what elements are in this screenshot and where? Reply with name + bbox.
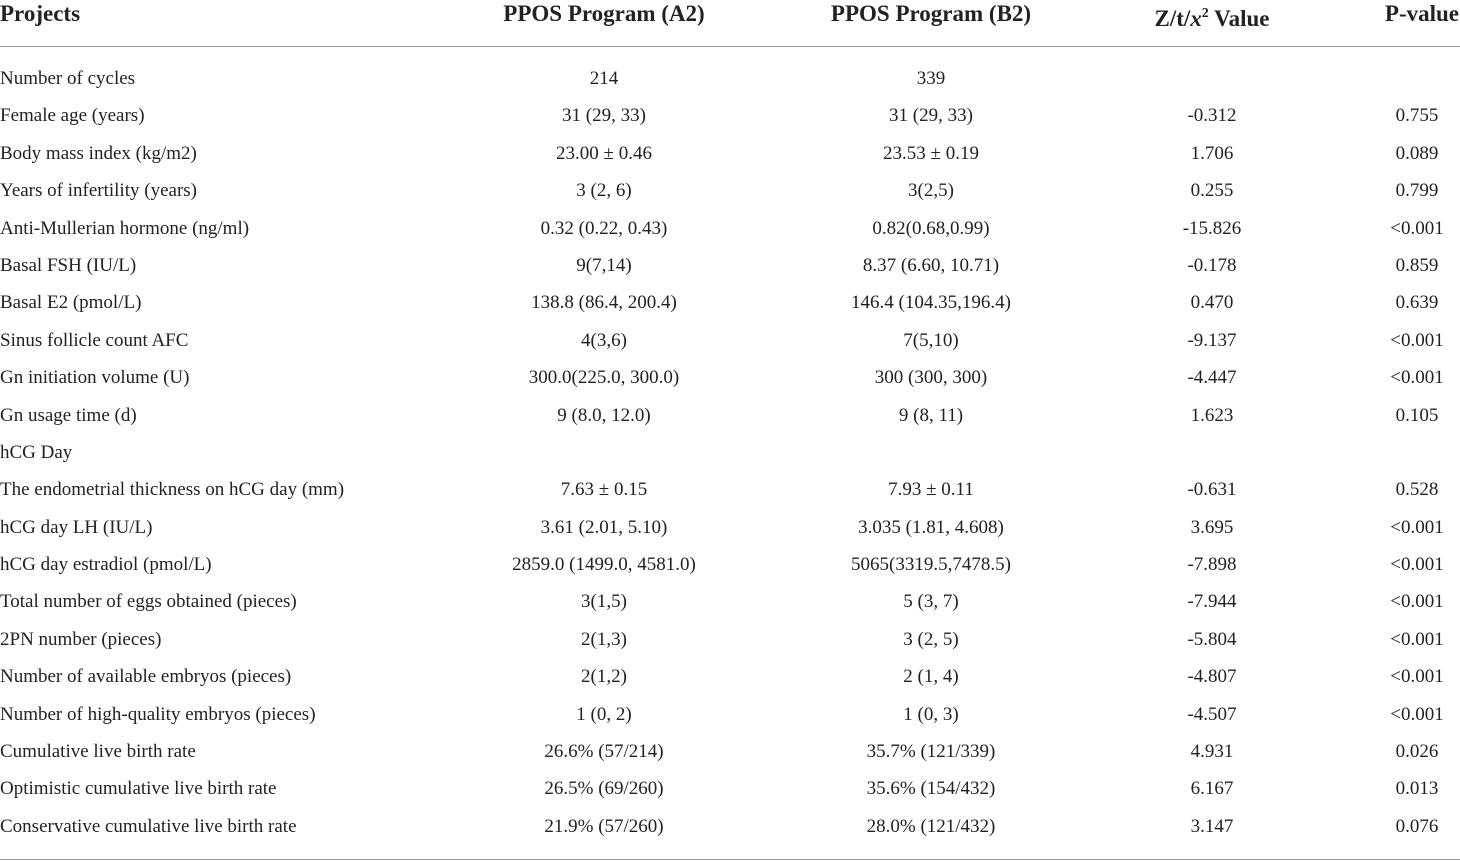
cell-stat: 0.470 (1190, 292, 1234, 314)
cell-label: Female age (years) (0, 105, 145, 127)
table-row (0, 658, 1460, 695)
cell-label: Number of available embryos (pieces) (0, 666, 292, 688)
cell-label: Anti-Mullerian hormone (ng/ml) (0, 217, 250, 239)
cell-p-value: <0.001 (1390, 554, 1444, 576)
table-row (0, 60, 1460, 97)
cell-a2: 3.61 (2.01, 5.10) (540, 516, 668, 538)
table-row (0, 546, 1460, 583)
cell-label: Total number of eggs obtained (pieces) (0, 591, 297, 613)
cell-stat: 3.695 (1190, 516, 1234, 538)
header-projects: Projects (0, 1, 81, 26)
cell-b2: 7(5,10) (903, 329, 959, 351)
cell-p-value: 0.859 (1395, 254, 1439, 276)
header-stat-sup: 2 (1201, 6, 1209, 21)
table-row (0, 770, 1460, 807)
cell-p-value: <0.001 (1390, 217, 1444, 239)
cell-a2: 26.6% (57/214) (544, 741, 664, 763)
table-row (0, 583, 1460, 620)
table-header-row (0, 0, 1460, 30)
header-rule (0, 46, 1460, 47)
cell-p-value: <0.001 (1390, 516, 1444, 538)
cell-stat: -4.507 (1187, 703, 1237, 725)
cell-label: The endometrial thickness on hCG day (mm) (0, 479, 345, 501)
cell-stat: -7.898 (1187, 554, 1237, 576)
cell-p-value: 0.755 (1395, 105, 1439, 127)
cell-a2: 1 (0, 2) (576, 703, 632, 725)
cell-b2: 9 (8, 11) (898, 404, 964, 426)
table-row (0, 210, 1460, 247)
cell-b2: 5065(3319.5,7478.5) (851, 554, 1011, 576)
cell-a2: 2859.0 (1499.0, 4581.0) (512, 554, 696, 576)
cell-p-value: 0.089 (1395, 142, 1439, 164)
cell-label: Sinus follicle count AFC (0, 329, 189, 351)
cell-stat: -15.826 (1182, 217, 1242, 239)
cell-label: Number of cycles (0, 68, 136, 89)
cell-stat: -5.804 (1187, 628, 1237, 650)
cell-p-value: 0.076 (1395, 815, 1439, 837)
cell-a2: 7.63 ± 0.15 (560, 479, 648, 501)
cell-a2: 23.00 ± 0.46 (556, 142, 652, 164)
cell-stat: 4.931 (1190, 741, 1234, 763)
cell-p-value: <0.001 (1390, 666, 1444, 688)
cell-a2: 31 (29, 33) (562, 105, 646, 127)
cell-b2: 0.82(0.68,0.99) (872, 217, 990, 239)
cell-label: Number of high-quality embryos (pieces) (0, 703, 316, 725)
cell-b2: 5 (3, 7) (903, 591, 959, 613)
cell-stat: 1.623 (1190, 404, 1234, 426)
table-row (0, 247, 1460, 284)
cell-stat: 0.255 (1190, 180, 1234, 202)
cell-b2: 300 (300, 300) (874, 367, 988, 389)
header-stat-suffix: Value (1208, 6, 1270, 31)
cell-a2: 9 (8.0, 12.0) (557, 404, 651, 426)
cell-label: Basal E2 (pmol/L) (0, 292, 142, 314)
cell-b2: 35.6% (154/432) (866, 778, 996, 800)
cell-stat: -4.447 (1187, 367, 1237, 389)
cell-label: Conservative cumulative live birth rate (0, 815, 297, 837)
header-stat-x: x (1190, 6, 1202, 31)
cell-label: Cumulative live birth rate (0, 741, 196, 763)
cell-label: Years of infertility (years) (0, 180, 197, 202)
table-row (0, 322, 1460, 359)
cell-p-value: 0.528 (1395, 479, 1439, 501)
table-row (0, 434, 1460, 471)
cell-stat: -4.807 (1187, 666, 1237, 688)
cell-a2: 300.0(225.0, 300.0) (528, 367, 680, 389)
cell-label: hCG day estradiol (pmol/L) (0, 554, 212, 576)
table-row (0, 359, 1460, 396)
cell-a2: 214 (589, 68, 619, 89)
cell-b2: 3 (2, 5) (903, 628, 959, 650)
cell-label: Gn initiation volume (U) (0, 367, 190, 389)
cell-stat: 1.706 (1190, 142, 1234, 164)
cell-a2: 21.9% (57/260) (544, 815, 664, 837)
cell-p-value: <0.001 (1390, 628, 1444, 650)
cell-a2: 3 (2, 6) (576, 180, 632, 202)
cell-stat: -0.631 (1187, 479, 1237, 501)
cell-label: Optimistic cumulative live birth rate (0, 778, 277, 800)
cell-stat: -7.944 (1187, 591, 1237, 613)
table-row (0, 471, 1460, 508)
cell-b2: 35.7% (121/339) (866, 741, 996, 763)
table-row (0, 284, 1460, 321)
header-ppos-a2: PPOS Program (A2) (503, 1, 705, 26)
cell-label: Gn usage time (d) (0, 404, 137, 426)
cell-a2: 138.8 (86.4, 200.4) (531, 292, 677, 314)
table-row (0, 97, 1460, 134)
cell-stat: -0.312 (1187, 105, 1237, 127)
cell-p-value: <0.001 (1390, 367, 1444, 389)
cell-b2: 3.035 (1.81, 4.608) (858, 516, 1004, 538)
cell-b2: 31 (29, 33) (889, 105, 973, 127)
table-row (0, 733, 1460, 770)
cell-b2: 2 (1, 4) (903, 666, 959, 688)
table-row (0, 397, 1460, 434)
cell-p-value: 0.799 (1395, 180, 1439, 202)
cell-b2: 23.53 ± 0.19 (883, 142, 979, 164)
table-row (0, 135, 1460, 172)
cell-p-value: <0.001 (1390, 329, 1444, 351)
table-row (0, 172, 1460, 209)
cell-a2: 3(1,5) (581, 591, 627, 613)
cell-b2: 8.37 (6.60, 10.71) (862, 254, 1000, 276)
bottom-rule (0, 859, 1460, 860)
cell-b2: 146.4 (104.35,196.4) (851, 292, 1011, 314)
table-row (0, 621, 1460, 658)
cell-b2: 28.0% (121/432) (866, 815, 996, 837)
cell-label: Body mass index (kg/m2) (0, 142, 197, 164)
cell-b2: 7.93 ± 0.11 (888, 479, 974, 501)
cell-p-value: <0.001 (1390, 591, 1444, 613)
cell-label: 2PN number (pieces) (0, 628, 162, 650)
table-body (0, 60, 1460, 845)
cell-stat: -9.137 (1187, 329, 1237, 351)
header-stat-value (1154, 0, 1269, 33)
cell-b2: 3(2,5) (908, 180, 954, 202)
header-p-value: P-value (1384, 1, 1459, 26)
cell-label: hCG Day (0, 441, 73, 463)
cell-label: hCG day LH (IU/L) (0, 516, 153, 538)
cell-stat: 6.167 (1190, 778, 1234, 800)
table-row (0, 808, 1460, 845)
cell-p-value: <0.001 (1390, 703, 1444, 725)
header-stat-prefix: Z/t/ (1154, 6, 1191, 31)
cell-p-value: 0.013 (1395, 778, 1439, 800)
cell-label: Basal FSH (IU/L) (0, 254, 137, 276)
cell-p-value: 0.026 (1395, 741, 1439, 763)
cell-b2: 339 (916, 68, 946, 89)
header-ppos-b2: PPOS Program (B2) (830, 1, 1032, 26)
cell-p-value: 0.105 (1395, 404, 1439, 426)
cell-stat: -0.178 (1187, 254, 1237, 276)
cell-stat: 3.147 (1190, 815, 1234, 837)
table-row (0, 696, 1460, 733)
cell-a2: 0.32 (0.22, 0.43) (540, 217, 668, 239)
cell-a2: 4(3,6) (581, 329, 627, 351)
cell-b2: 1 (0, 3) (903, 703, 959, 725)
cell-a2: 26.5% (69/260) (544, 778, 664, 800)
cell-a2: 9(7,14) (576, 254, 632, 276)
table-row (0, 509, 1460, 546)
cell-a2: 2(1,2) (581, 666, 627, 688)
cell-p-value: 0.639 (1395, 292, 1439, 314)
cell-a2: 2(1,3) (581, 628, 627, 650)
